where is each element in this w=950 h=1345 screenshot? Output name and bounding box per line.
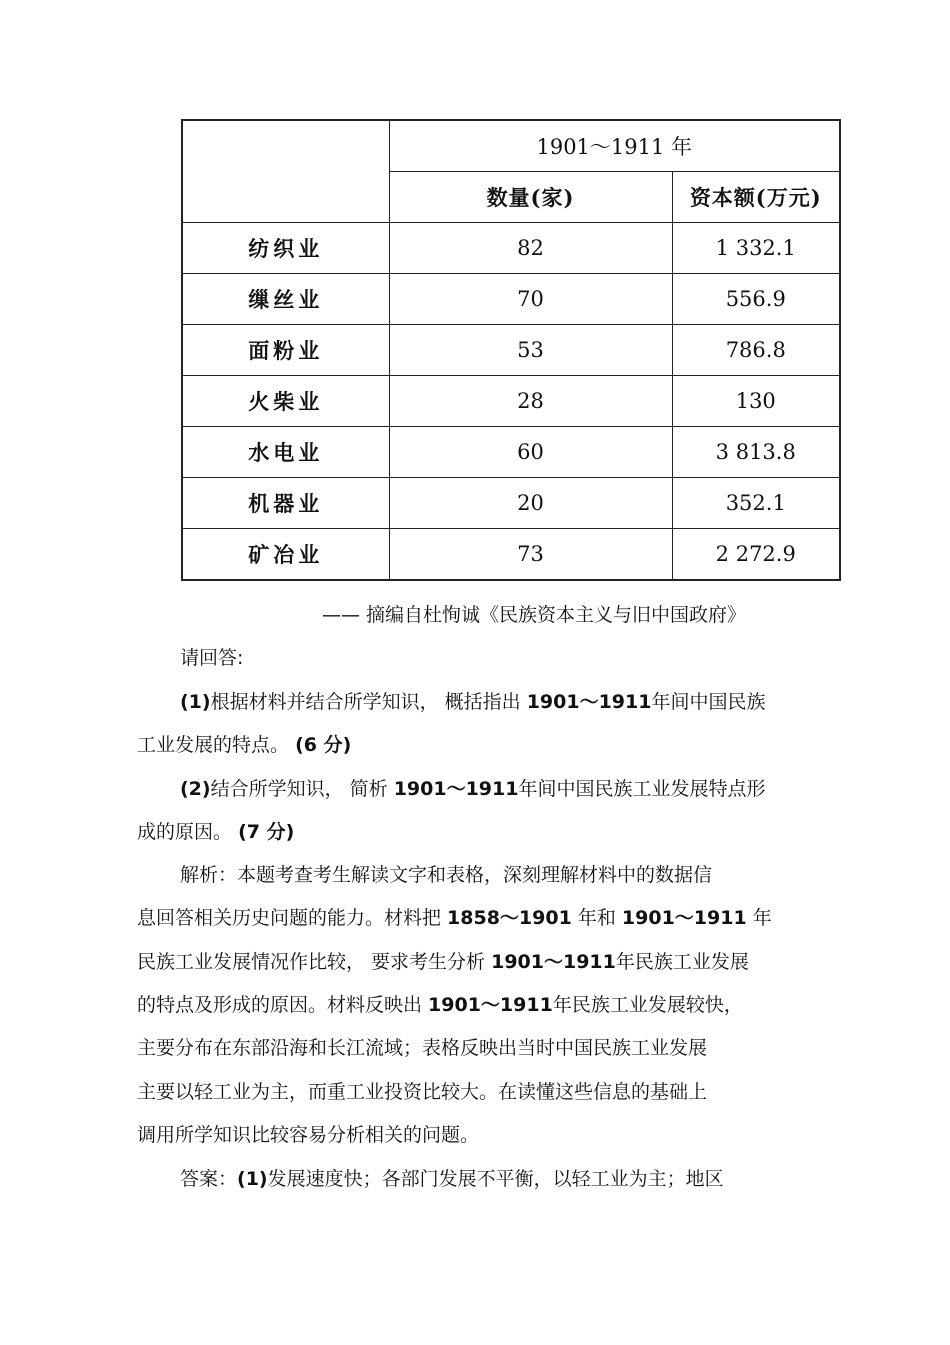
count-column-header: 数量(家) — [389, 172, 672, 223]
question-2-line-1: (2)结合所学知识， 简析 1901～1911年间中国民族工业发展特点形 — [180, 778, 766, 800]
count-cell: 82 — [389, 223, 672, 274]
industry-name: 面粉业 — [182, 325, 389, 376]
analysis-line-3: 民族工业发展情况作比较， 要求考生分析 1901～1911年民族工业发展 — [137, 951, 749, 973]
table-row — [182, 529, 840, 581]
industry-table — [181, 119, 841, 581]
question-1-number: (1) — [180, 691, 211, 713]
source-citation: —— 摘编自杜恂诚《民族资本主义与旧中国政府》 — [322, 604, 747, 626]
table-row — [182, 274, 840, 325]
analysis-line-7: 调用所学知识比较容易分析相关的问题。 — [137, 1124, 480, 1146]
question-2-line-2: 成的原因。 (7 分) — [137, 821, 295, 843]
capital-column-header: 资本额(万元) — [672, 172, 840, 223]
question-1-line-2: 工业发展的特点。 (6 分) — [137, 734, 352, 756]
table-row — [182, 427, 840, 478]
analysis-line-6: 主要以轻工业为主，而重工业投资比较大。在读懂这些信息的基础上 — [137, 1081, 708, 1103]
table-row — [182, 376, 840, 427]
industry-name: 水电业 — [182, 427, 389, 478]
prompt-text: 请回答: — [180, 647, 244, 669]
analysis-line-4: 的特点及形成的原因。材料反映出 1901～1911年民族工业发展较快， — [137, 994, 743, 1016]
capital-cell: 556.9 — [672, 274, 840, 325]
count-cell: 73 — [389, 529, 672, 581]
question-1-score: (6 分) — [295, 734, 352, 756]
industry-name: 矿冶业 — [182, 529, 389, 581]
capital-cell: 130 — [672, 376, 840, 427]
question-2-number: (2) — [180, 778, 211, 800]
analysis-line-2: 息回答相关历史问题的能力。材料把 1858～1901 年和 1901～1911 年 — [137, 907, 772, 929]
table-row — [182, 325, 840, 376]
table-row — [182, 478, 840, 529]
answer-line-1: 答案：(1)发展速度快；各部门发展不平衡，以轻工业为主；地区 — [180, 1168, 724, 1190]
capital-cell: 352.1 — [672, 478, 840, 529]
capital-cell: 786.8 — [672, 325, 840, 376]
capital-cell: 1 332.1 — [672, 223, 840, 274]
count-cell: 20 — [389, 478, 672, 529]
question-2-score: (7 分) — [238, 821, 295, 843]
analysis-line-5: 主要分布在东部沿海和长江流域；表格反映出当时中国民族工业发展 — [137, 1037, 708, 1059]
capital-cell: 3 813.8 — [672, 427, 840, 478]
industry-name: 火柴业 — [182, 376, 389, 427]
table-header-row — [182, 120, 840, 172]
count-cell: 60 — [389, 427, 672, 478]
analysis-line-1: 解析：本题考查考生解读文字和表格，深刻理解材料中的数据信 — [180, 864, 713, 886]
count-cell: 28 — [389, 376, 672, 427]
count-cell: 70 — [389, 274, 672, 325]
period-header: 1901～1911 年 — [389, 120, 840, 172]
industry-name: 缫丝业 — [182, 274, 389, 325]
count-cell: 53 — [389, 325, 672, 376]
question-1-line-1: (1)根据材料并结合所学知识， 概括指出 1901～1911年间中国民族 — [180, 691, 766, 713]
capital-cell: 2 272.9 — [672, 529, 840, 581]
answer-label: 答案： — [180, 1168, 238, 1190]
industry-name: 纺织业 — [182, 223, 389, 274]
industry-name: 机器业 — [182, 478, 389, 529]
table-row — [182, 223, 840, 274]
blank-corner-cell — [182, 120, 389, 223]
